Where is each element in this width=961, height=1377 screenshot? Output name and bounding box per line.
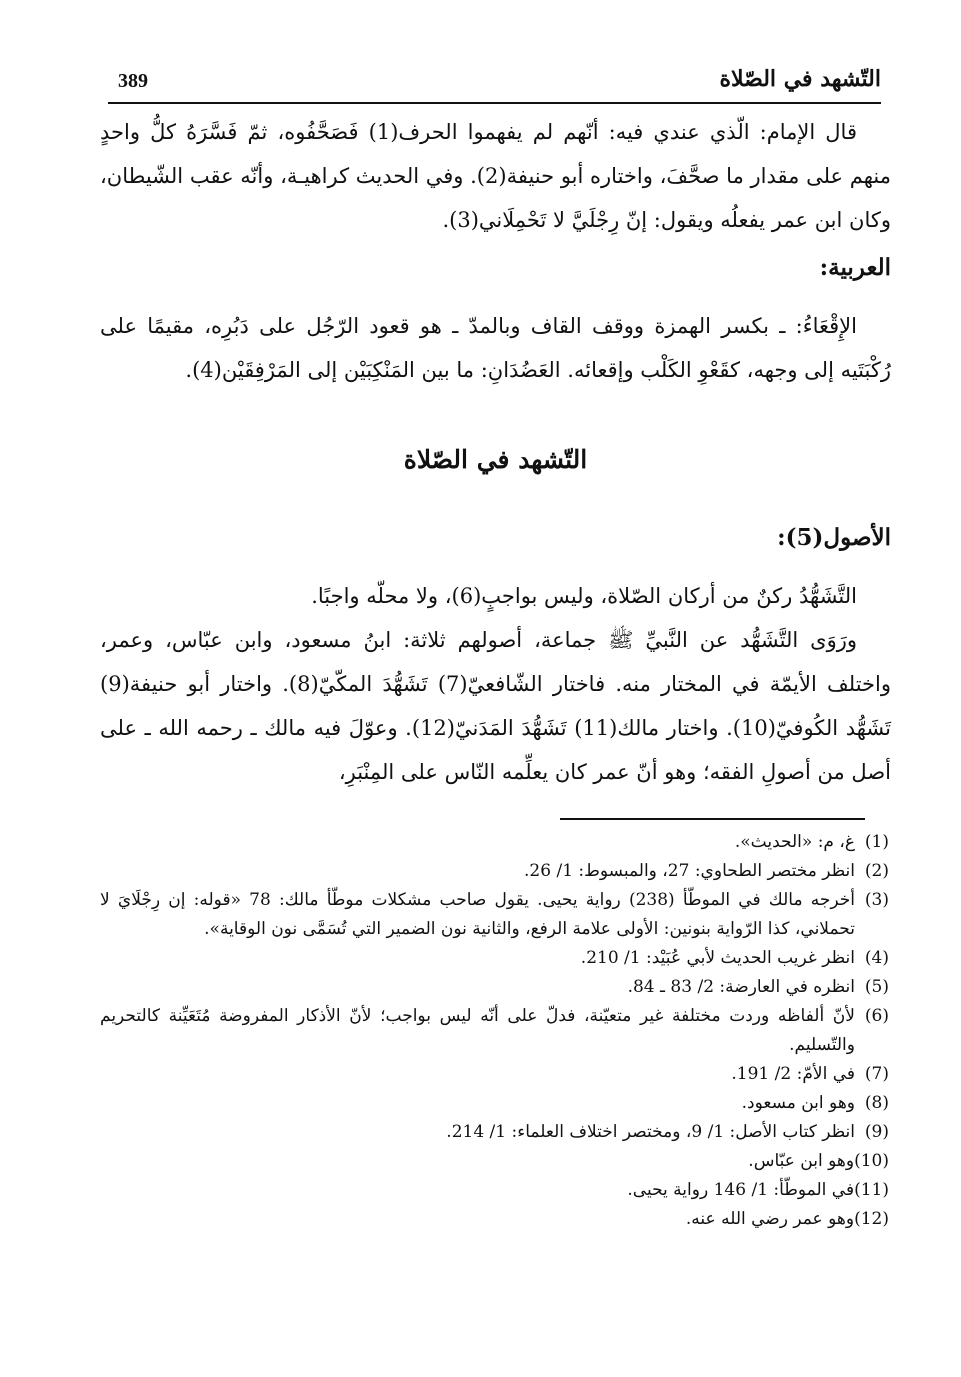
paragraph-tashahhud-narrations: ورَوَى التَّشَهُّد عن النَّبيِّ ﷺ جماعة، أصولهم ثلاثة: ابنُ مسعود، وابن عبّاس، وعمر، واختلف الأيمّة في المختار منه. فاختار الشّافعيّ(7) تَشَهُّدَ المكّيّ(8). واختار أبو حنيفة(9) تَشَهُّد الكُوفيّ(10). واختار مالك(11) تَشَهُّدَ المَدَنيّ(12). وعوّلَ فيه مالك ـ رحمه الله ـ على أصل من أصولِ الفقه؛ وهو أنّ عمر كان يعلِّمه النّاس على المِنْبَرِ، — [100, 628, 892, 784]
page-number: 389 — [118, 70, 148, 92]
page-header — [108, 62, 881, 104]
footnote-text: في الأمّ: 2/ 191. — [731, 1064, 855, 1084]
footnote — [100, 1002, 889, 1060]
footnote — [100, 944, 889, 973]
footnote — [100, 886, 889, 944]
footnote-number: (12) — [854, 1209, 889, 1229]
footnote-text: وهو ابن عبّاس. — [748, 1151, 855, 1171]
footnote-number: (10) — [854, 1151, 889, 1171]
paragraph-imam-opinion: قال الإمام: الّذي عندي فيه: أنّهم لم يفهموا الحرف(1) فَصَحَّفُوه، ثمّ فَسَّرَهُ كلُّ واحدٍ منهم على مقدار ما صحَّفَ، واختاره أبو حنيفة(2). وفي الحديث كراهيـة، وأنّه عقب الشّيطان، وكان ابن عمر يفعلُه ويقول: إنّ رِجْلَيَّ لا تَحْمِلَاني(3). — [100, 120, 892, 232]
footnote — [100, 1205, 889, 1234]
footnote-number: (5) — [864, 977, 889, 997]
footnote-number: (2) — [864, 861, 889, 881]
footnote-number: (8) — [864, 1093, 889, 1113]
paragraph-iqaa-definition: الإِقْعَاءُ: ـ بكسر الهمزة ووقف القاف وبالمدّ ـ هو قعود الرّجُل على دَبُرِه، مقيمًا على رُكْبَتَيه إلى وجهه، كقَعْوِ الكَلْب وإقعائه. العَضُدَانِ: ما بين المَنْكِبَيْن إلى المَرْفِقَيْن(4). — [100, 314, 891, 382]
footnote — [100, 1176, 889, 1205]
footnote — [100, 828, 889, 857]
section-title: التّشهد في الصّلاة — [403, 445, 588, 474]
footnote-text: في الموطّأ: 1/ 146 رواية يحيى. — [627, 1180, 855, 1200]
footnote-text: غ، م: «الحديث». — [734, 832, 855, 852]
footnote-text: انظر كتاب الأصل: 1/ 9، ومختصر اختلاف العلماء: 1/ 214. — [446, 1122, 855, 1142]
footnote-text: وهو عمر رضي الله عنه. — [685, 1209, 855, 1229]
footnote-text: انظر غريب الحديث لأبي عُبَيْد: 1/ 210. — [580, 948, 855, 968]
footnote-text: انظر مختصر الطحاوي: 27، والمبسوط: 1/ 26. — [524, 861, 855, 881]
footnote-number: (7) — [864, 1064, 889, 1084]
footnote-text: لأنّ ألفاظه وردت مختلفة غير متعيّنة، فدلّ على أنّه ليس بواجب؛ لأنّ الأذكار المفروضة مُتَعَيِّنة كالتحريم والتّسليم. — [100, 1006, 855, 1055]
footnote-number: (1) — [864, 832, 889, 852]
footnote — [100, 1089, 889, 1118]
footnote-text: أخرجه مالك في الموطّأ (238) رواية يحيى. يقول صاحب مشكلات موطّأ مالك: 78 «قوله: إن رِجْلَايَ لا تحملاني، كذا الرّواية بنونين: الأولى علامة الرفع، والثانية نون الضمير التي تُسَمَّى نون الوقاية». — [100, 890, 855, 939]
footnote-text: وهو ابن مسعود. — [741, 1093, 855, 1113]
footnote-number: (3) — [864, 890, 889, 910]
footnote-separator — [560, 818, 865, 820]
footnote-number: (4) — [864, 948, 889, 968]
footnotes — [100, 828, 889, 1234]
footnote — [100, 1147, 889, 1176]
footnote — [100, 857, 889, 886]
running-title: التّشهد في الصّلاة — [719, 66, 881, 92]
footnote-text: انظره في العارضة: 2/ 83 ـ 84. — [627, 977, 855, 997]
arabiyya-heading: العربية: — [819, 254, 891, 281]
footnote-number: (11) — [854, 1180, 889, 1200]
main-text — [100, 110, 891, 794]
paragraph-tashahhud-rukn: التَّشَهُّدُ ركنٌ من أركان الصّلاة، وليس بواجبٍ(6)، ولا محلّه واجبًا. — [311, 584, 857, 608]
footnote — [100, 1060, 889, 1089]
footnote-number: (9) — [864, 1122, 889, 1142]
footnote-number: (6) — [864, 1006, 889, 1026]
usul-heading: الأصول(5): — [777, 524, 891, 551]
footnote — [100, 973, 889, 1002]
footnote — [100, 1118, 889, 1147]
